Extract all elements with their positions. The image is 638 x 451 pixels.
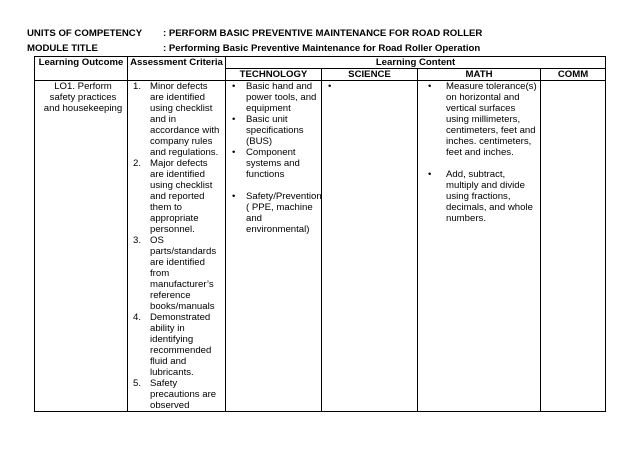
list-item: • Add, subtract, multiply and divide using fractions, decimals, and whole numbers. [428,169,533,224]
list-item: • Basic unit specifications (BUS) [232,114,304,147]
criteria-list [130,81,223,411]
spacer [228,180,319,191]
technology-list [228,81,322,235]
subheader-comm: COMM [541,69,606,81]
technology-cell [226,81,322,412]
bullet-icon: • [232,114,236,125]
table-header-row [35,57,606,69]
assessment-criteria-cell [128,81,226,412]
list-item: • Component systems and functions [232,147,300,180]
module-label: MODULE TITLE [27,43,98,54]
list-item: • Measure tolerance(s) on horizontal and vertical surfaces using millimeters, centimeters, feet and inches. centimeters, feet and inches. [428,81,537,158]
list-item: 1. Minor defects are identified using checklist and in accordance with company rules and regulations. [133,81,220,158]
learning-outcome-text: LO1. Perform safety practices and housekeeping [43,81,123,114]
subheader-technology: TECHNOLOGY [226,69,322,81]
list-item: 2. Major defects are identified using checklist and reported them to appropriate personnel. [133,158,213,235]
spacer [420,158,538,169]
units-value: : PERFORM BASIC PREVENTIVE MAINTENANCE FOR ROAD ROLLER [163,28,483,39]
list-item: 3. OS parts/standards are identified from manufacturer’s reference books/manuals [133,235,217,312]
bullet-icon: • [428,169,432,180]
math-cell [418,81,541,412]
comm-cell [541,81,606,412]
list-item: 4. Demonstrated ability in identifying recommended fluid and lubricants. [133,312,212,378]
learning-outcome-cell [35,81,128,412]
list-item: 5. Safety precautions are observed [133,378,217,411]
list-item: • Basic hand and power tools, and equipment [232,81,317,114]
bullet-icon: • [232,191,236,202]
bullet-icon: • [232,147,236,158]
bullet-icon: • [428,81,432,92]
learning-content-table [34,56,606,412]
list-item: • Safety/Prevention ( PPE, machine and environmental) [232,191,322,235]
science-cell [322,81,418,412]
bullet-icon: • [232,81,236,92]
subheader-math: MATH [418,69,541,81]
module-value: : Performing Basic Preventive Maintenance for Road Roller Operation [163,43,481,54]
table-row [35,81,606,412]
bullet-icon: • [328,81,332,92]
header-assessment-criteria: Assessment Criteria [128,57,226,81]
math-list [420,81,538,224]
units-label: UNITS OF COMPETENCY [27,28,143,39]
header-learning-outcome: Learning Outcome [35,57,128,81]
header-learning-content: Learning Content [226,57,606,69]
subheader-science: SCIENCE [322,69,418,81]
